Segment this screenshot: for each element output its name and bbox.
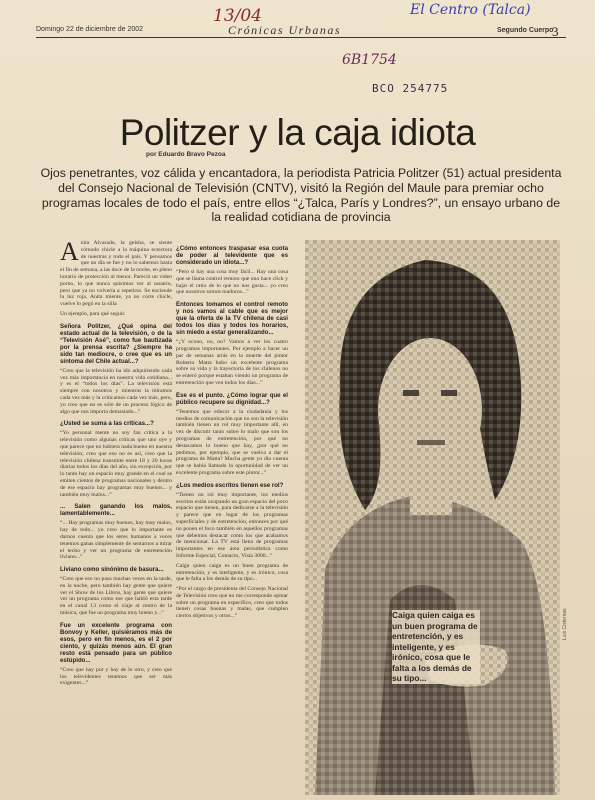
supplement-label: Segundo Cuerpo xyxy=(497,27,554,34)
interview-answer: “Tenemos que educar a la ciudadanía y los medios de comunicación que no son la televisión también tienen un rol muy importante allí, en vez de discutir tanto sobre lo malo que son los programas de entretención, por qué no destacamos lo bueno que hay, ¿por qué no pedimos, por ejemplo, que se vuelva a dar el programa de Matta? Mucha gente yo dio cuenta que se había llamado la oportunidad de ver un excelente programa sobre este pintor...” xyxy=(176,408,288,476)
interview-answer: “... Hay programas muy buenos, hay muy malos, hay de todo... yo creo que lo importante es darnos cuenta que los seres humanos a veces tenemos ganas simplemente de sentarnos a mirar el techo y ver un programa de entretención liviano...” xyxy=(60,520,172,561)
photo-credit: Luis Cisternas xyxy=(562,608,568,640)
article-lead: Ojos penetrantes, voz cálida y encantadora, la periodista Patricia Politzer (51) actual presidenta del Consejo Nacional de Televisión (CNTV), visitó la Región del Maule para premiar ocho programas locales de todo el país, entre ellos “¿Talca, París y Londres?”, un ensayo urbano de la realidad cotidiana de provincia xyxy=(40,166,562,225)
article-column-2 xyxy=(176,240,288,788)
interview-question: Fue un excelente programa con Bonvoy y Keller, quisiéramos más de esos, pero en fin menos, es el 2 por ciento, y quizás menos aún. El gran resto está pensado para un público estúpido... xyxy=(60,621,172,664)
interview-answer: “Pero si hay una cosa muy fácil... Hay una cosa que se llama control remoto que uno hace click y bajar el ratio de lo que no nos gusta... yo creo que nosotros somos maduros...” xyxy=(176,269,288,296)
interview-question: Ese es el punto. ¿Cómo lograr que el público recupere su dignidad...? xyxy=(176,391,288,406)
interview-question: ¿Cómo entonces traspasar esa cuota de poder al televidente que es considerado un idiota...? xyxy=(176,245,288,266)
handwritten-source: El Centro (Talca) xyxy=(410,2,531,18)
article-byline: por Eduardo Bravo Pezoa xyxy=(146,151,226,158)
section-name: Crónicas Urbanas xyxy=(228,23,342,37)
article-column-1 xyxy=(60,240,172,788)
interview-answer: Caiga quien caiga es un buen programa de entretención, y es inteligente, y es irónico, cosa que le falta a los demás de su tipo... xyxy=(176,562,288,583)
paragraph-dropcap xyxy=(60,240,172,308)
interview-answer: “Creo que la televisión ha ido adquiriendo cada vez más importancia en nuestra vida cotidiana... y es el “todos los días”. La televisión está siempre con nosotros y mientras la miramos cada vez más y la criticamos cada vez más, pero, yo creo que no es sólo de un proceso lógico de algo que nos importa demasiado...” xyxy=(60,367,172,415)
interview-question: ¿Usted se suma a las críticas...? xyxy=(60,420,154,428)
interview-answer: “Yo personal mente no soy fan crítica a la televisión como algunas críticas que uno oye y que parece que no hubiera nada bueno en nuestra televisión; creo que eso no es así, creo que la televisión chilena transmite entre 18 y 20 horas diarias todos los días del año, sin excepción, por lo tanto hay un espacio muy grande en el cual se emiten cientos de programas nacionales y dentro de ese espacio hay programas muy buenos... y también muy malos...” xyxy=(60,430,172,498)
interview-answer: “Por el cargo de presidenta del Consejo Nacional de Televisión creo que no me corresponde opinar sobre un programa en específico, creo que todos tienen cosas buenas y malas, que cumplen ciertos objetivos y otros...” xyxy=(176,586,288,620)
paragraph-text: nita Alvarado, la geisha, se siente cómodo chicle a la máquina ectectora de nuestras y todo el país. Y pensamos que un día se fue y no lo sabemos hasta el fin de semana, a las doce de la noche, en pleno horario de protección al menor. Pareció un video porno, lo que nunca quisimos ver al usuario, pero que ya no volvería a repetirse. Se enciende la luz roja, Anita miente, ya no corre chicle, vuelve lo pegó en la silla xyxy=(60,240,172,308)
article-title: Politzer y la caja idiota xyxy=(119,112,476,153)
issue-date: Domingo 22 de diciembre de 2002 xyxy=(36,26,144,33)
interview-answer: “Creo que hay por y hay de lo otro, y creo que los televidentes tenemos que ser más exigentes...” xyxy=(60,666,172,687)
interview-question: Liviano como sinónimo de basura... xyxy=(60,566,164,574)
drop-cap: A xyxy=(60,240,79,266)
interview-answer: “Tienen un rol muy importante, los medios escritos están ocupando un gran espacio del poco espacio que tienen, para dedicarse a la televisión y parece que en lugar de los programas superficiales y de entretención, entonces por qué no ponen el foco también en aquellos programas que debemos destacar como los que acabamos de mencionar. La TV está lleno de programas importantes en ese área periodística como Informe Especial, Contacto, Vista 3000...” xyxy=(176,491,288,559)
archive-stamp: BCO 254775 xyxy=(372,82,449,95)
interview-question: ... Salen ganando los malos, lamentablemente... xyxy=(60,503,172,518)
interview-answer: “Creo que eso no pasa muchas veces en la tarde, en la noche, pero también hay gente que quiere ver el Show de los Libros, hay gente que quiere ver un programa como ese que habló esta tarde en el canal 13 como el viaje al centro de la música, que fue un programa muy bueno y...” xyxy=(60,576,172,617)
interview-answer: Un ejemplo, para qué seguir. xyxy=(60,310,126,317)
page-number: 3 xyxy=(552,24,559,39)
interview-question: ¿Los medios escritos tienen ese rol? xyxy=(176,481,284,489)
interview-question: Señora Politzer, ¿Qué opina del estado actual de la televisión, o de la “Televisión Asé”, como fue bautizada por la prensa escrita? ¿Siempre ha sido tan mediocre, o cree que es un síntoma del Chile actual...? xyxy=(60,322,172,365)
portrait-photo xyxy=(305,240,560,795)
interview-question: Entonces tomamos el control remoto y nos vamos al cable que es mejor que la oferta de la TV chilena de casi todos los días y todos los horarios, sin miedo a estar generalizando... xyxy=(176,301,288,337)
handwritten-number: 13/04 xyxy=(213,6,262,26)
pull-quote: Caiga quien caiga es un buen programa de entretención, y es inteligente, y es irónico, cosa que le falta a los demás de su tipo... xyxy=(392,610,480,684)
interview-answer: “¿Y ocooo, no, no? Vamos a ver los cuatro programas importantes. Por ejemplo a hacer un par de semanas atrás en la muerte del pintor Roberto Matta hubo un excelente programa sobre su vida y la trayectoria de los chilenos no se enteró porque estaban viendo un programa de entretención que ven todos los días...” xyxy=(176,339,288,386)
handwritten-code: 6B1754 xyxy=(342,52,397,68)
